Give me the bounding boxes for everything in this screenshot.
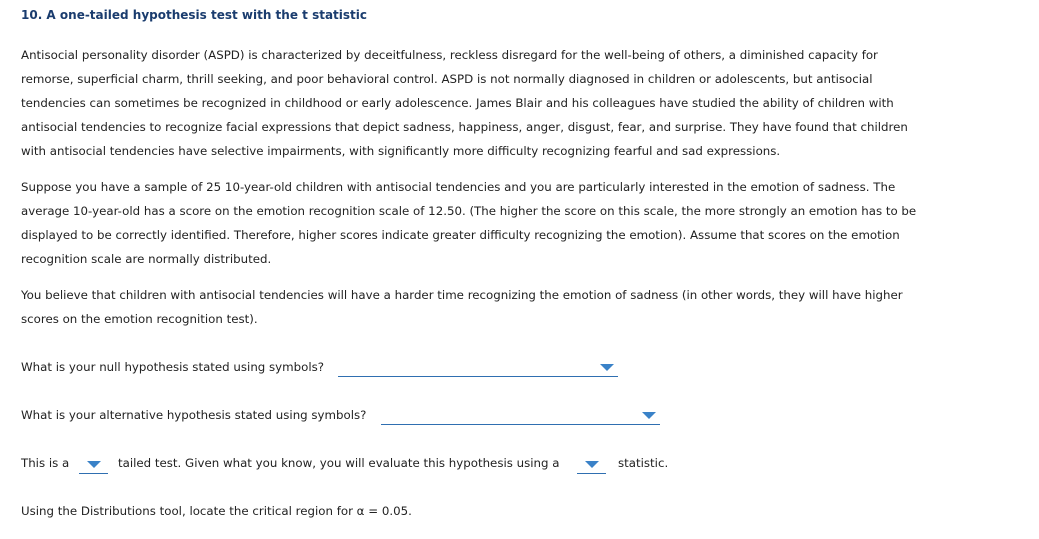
critical-region-instruction: Using the Distributions tool, locate the critical region for α = 0.05. <box>21 504 412 518</box>
test-type-suffix: statistic. <box>618 456 669 470</box>
chevron-down-icon <box>585 461 599 468</box>
statistic-type-dropdown[interactable] <box>577 455 606 474</box>
test-type-middle-text: tailed test. Given what you know, you will evaluate this hypothesis using a <box>118 456 560 470</box>
null-hypothesis-prompt: What is your null hypothesis stated using symbols? <box>21 360 325 374</box>
test-type-prefix: This is a <box>21 456 70 470</box>
chevron-down-icon <box>600 364 614 371</box>
tail-type-dropdown[interactable] <box>79 455 108 474</box>
paragraph-aspd-description: Antisocial personality disorder (ASPD) is characterized by deceitfulness, reckless disregard for the well-being of others, a diminished capacity for remorse, superficial charm, thrill seeking, and poor behavioral control. ASPD is not normally diagnosed in children or adolescents, but antisocial tendencies can sometimes be recognized in childhood or early adolescence. James Blair and his colleagues have studied the ability of children with antisocial tendencies to recognize facial expressions that depict sadness, happiness, anger, disgust, fear, and surprise. They have found that children with antisocial tendencies have selective impairments, with significantly more difficulty recognizing fearful and sad expressions. <box>21 48 908 158</box>
null-hypothesis-dropdown[interactable] <box>338 358 618 377</box>
chevron-down-icon <box>87 461 101 468</box>
alternative-hypothesis-prompt: What is your alternative hypothesis stated using symbols? <box>21 408 367 422</box>
alternative-hypothesis-dropdown[interactable] <box>381 406 660 425</box>
paragraph-hypothesis-belief: You believe that children with antisocial tendencies will have a harder time recognizing the emotion of sadness (in other words, they will have higher scores on the emotion recognition test). <box>21 288 903 326</box>
question-title: 10. A one-tailed hypothesis test with the t statistic <box>21 8 367 22</box>
paragraph-sample-description: Suppose you have a sample of 25 10-year-old children with antisocial tendencies and you are particularly interested in the emotion of sadness. The average 10-year-old has a score on the emotion recognition scale of 12.50. (The higher the score on this scale, the more strongly an emotion has to be displayed to be correctly identified. Therefore, higher scores indicate greater difficulty recognizing the emotion). Assume that scores on the emotion recognition scale are normally distributed. <box>21 180 917 266</box>
chevron-down-icon <box>642 412 656 419</box>
